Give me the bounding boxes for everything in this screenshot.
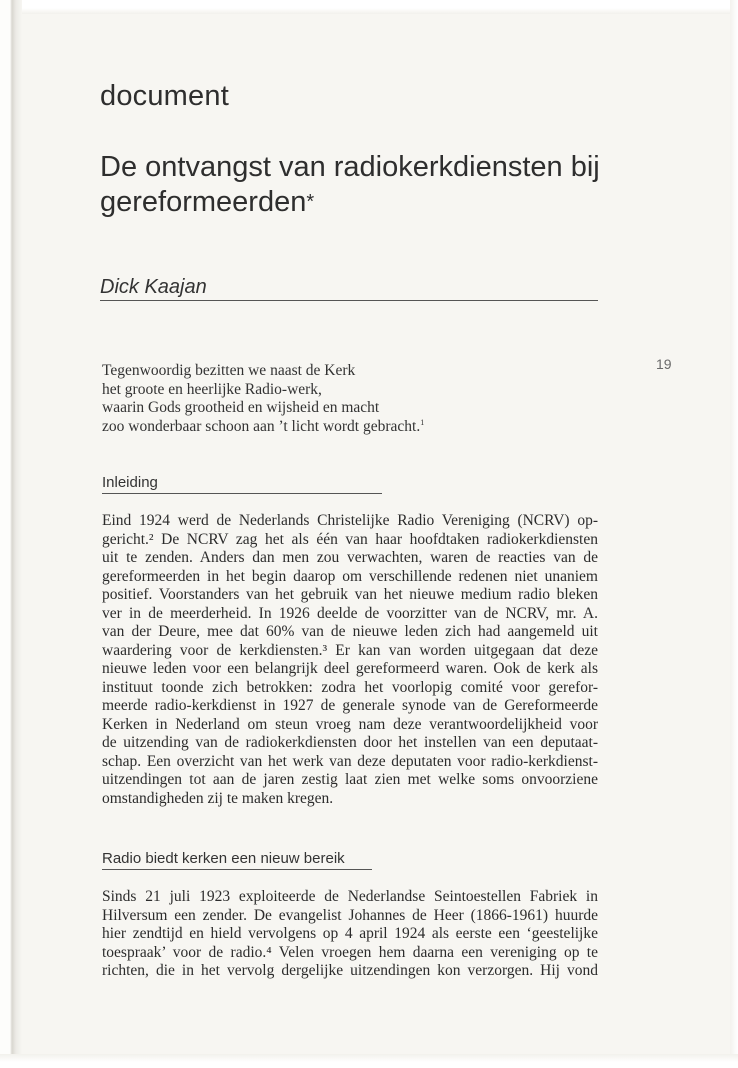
page-edge-bottom: [0, 1054, 738, 1068]
text-line: Hilversum een zender. De evangelist Johannes de Heer (1866-1961) huurde: [102, 906, 598, 924]
text-line: omstandigheden zij te maken kregen.: [102, 789, 334, 807]
poem-line: [102, 418, 522, 437]
poem-line: waarin Gods grootheid en wijsheid en macht: [102, 399, 380, 416]
page-number: 19: [656, 356, 672, 372]
text-line: hier zendtijd en hield vervolgens op 4 april 1924 als eerste een ‘geestelijke: [102, 925, 598, 942]
poem-footnote-mark: 1: [420, 417, 425, 427]
text-line: Kerken in Nederland om steun vroeg nam deze verantwoordelijkheid voor: [102, 715, 598, 733]
text-line: ver in de meerderheid. In 1926 deelde de voorzitter van de NCRV, mr. A.: [102, 604, 598, 622]
poem-line: het groote en heerlijke Radio-werk,: [102, 380, 322, 398]
section-heading-radio: Radio biedt kerken een nieuw bereik: [102, 850, 372, 870]
epigraph-poem: [102, 362, 522, 436]
body-paragraph-inleiding: [102, 512, 598, 808]
text-line: uit te zenden. Anders dan men zou verwachten, waren de reacties van de: [102, 549, 598, 566]
text-line: gericht.² De NCRV zag het als één van haar hoofdtaken radiokerkdiensten: [102, 530, 598, 548]
text-line: schap. Een overzicht van het werk van deze deputaten voor radio-kerkdienst-: [102, 752, 598, 770]
text-line: positief. Voorstanders van het gebruik van het nieuwe medium radio bleken: [102, 586, 598, 603]
poem-line: Tegenwoordig bezitten we naast de Kerk: [102, 362, 356, 379]
text-line: richten, die in het vervolg dergelijke uitzendingen kon verzorgen. Hij vond: [102, 962, 598, 979]
poem-line-text: zoo wonderbaar schoon aan ’t licht wordt gebracht.: [102, 417, 421, 435]
text-line: de uitzending van de radiokerkdiensten door het instellen van een deputaat-: [102, 734, 598, 751]
text-line: Sinds 21 juli 1923 exploiteerde de Nederlandse Seintoestellen Fabriek in: [102, 888, 598, 905]
page-edge-right: [730, 0, 738, 1068]
page-edge-left: [0, 0, 22, 1068]
text-line: uitzendingen tot aan de jaren zestig laat zien met welke soms onvoorziene: [102, 771, 598, 788]
page-edge-top: [0, 0, 738, 14]
title-footnote-mark: *: [306, 191, 315, 213]
body-paragraph-radio: [102, 888, 598, 981]
title-text: De ontvangst van radiokerkdiensten bij gereformeerden: [100, 151, 600, 218]
text-line: Eind 1924 werd de Nederlands Christelijke Radio Vereniging (NCRV) op-: [102, 512, 598, 529]
page-title: [100, 150, 620, 220]
text-line: gereformeerden in het begin daarop om verschillende redenen niet unaniem: [102, 567, 598, 585]
author-name: Dick Kaajan: [100, 276, 207, 298]
section-heading-inleiding: Inleiding: [102, 474, 382, 494]
section-label: document: [100, 80, 229, 112]
text-line: nieuwe leden voor een belangrijk deel gereformeerd waren. Ook de kerk als: [102, 660, 598, 677]
text-line: waardering voor de kerkdiensten.³ Er kan van worden uitgegaan dat deze: [102, 641, 598, 659]
text-line: toespraak’ voor de radio.⁴ Velen vroegen hem daarna een vereniging op te: [102, 943, 598, 961]
text-line: van der Deure, mee dat 60% van de nieuwe leden zich had aangemeld uit: [102, 623, 598, 640]
author-block: [100, 276, 598, 301]
text-line: instituut toonde zich betrokken: zodra het voorlopig comité voor gerefor-: [102, 678, 598, 696]
text-line: meerde radio-kerkdienst in 1927 de generale synode van de Gereformeerde: [102, 697, 598, 714]
